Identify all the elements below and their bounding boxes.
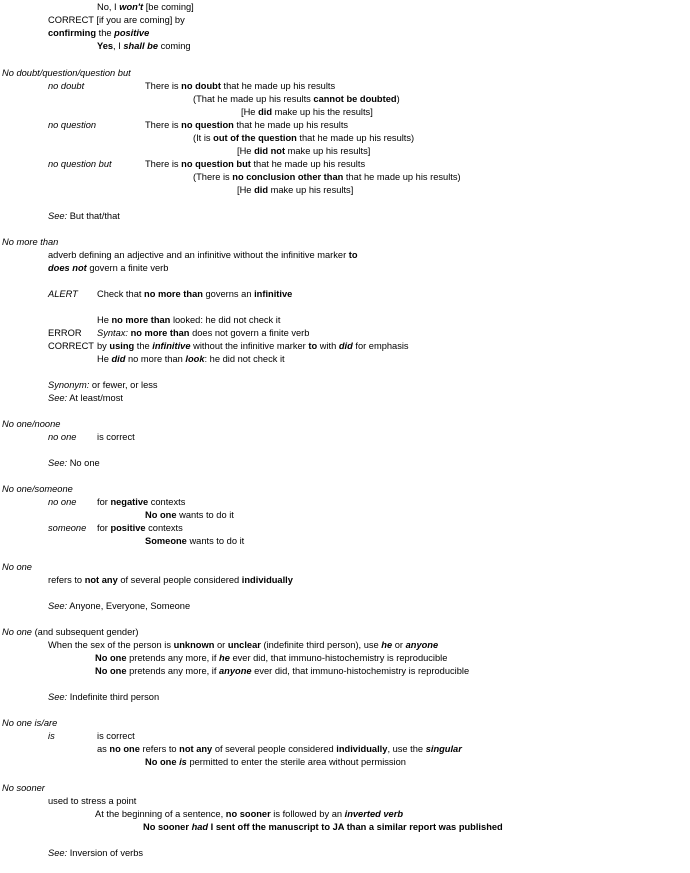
text-segment: that he made up his results [220,81,336,91]
text-segment: But that/that [67,211,120,221]
text-line [48,250,358,261]
text-line [97,523,183,534]
text-segment: no question [48,120,97,130]
text-segment: for [97,523,111,533]
text-segment: unknown [173,640,215,650]
text-segment: negative [110,497,149,507]
text-line [97,432,135,443]
text-segment: did not [254,146,286,156]
text-segment: no one [48,432,77,442]
text-line [48,263,168,274]
text-segment: he [381,640,393,650]
text-segment: , I [113,41,124,51]
text-segment: No sooner [2,783,45,793]
text-segment: not any [84,575,118,585]
text-line [145,757,406,768]
text-segment: No sooner [143,822,192,832]
text-line [48,328,82,339]
text-segment: that he made up his results [233,120,349,130]
text-segment: adverb defining an adjective and an infinitive without the infinitive marker [48,250,349,260]
text-segment: CORRECT [48,341,94,351]
text-segment: without the infinitive marker [190,341,309,351]
text-segment: See: [48,692,68,702]
text-segment: for [97,497,111,507]
text-line [48,432,76,443]
text-segment: ERROR [48,328,82,338]
text-line [145,120,348,131]
text-line [48,640,438,651]
text-line [143,822,503,833]
text-line [48,341,94,352]
text-segment [111,354,125,364]
text-segment: ALERT [48,289,78,299]
text-segment: is [48,731,55,741]
text-segment [185,354,204,364]
text-segment: won't [119,2,144,12]
text-segment: At least/most [67,393,123,403]
text-segment: See: [48,393,68,403]
text-segment: CORRECT [if you are coming] by [48,15,185,25]
text-line [241,107,373,118]
text-line [97,731,135,742]
text-segment [114,28,149,38]
text-segment: did [338,341,353,351]
text-segment: or [392,640,406,650]
text-segment: coming [158,41,191,51]
text-segment: Check that [97,289,145,299]
text-segment: no question but [181,159,251,169]
text-segment: no doubt [181,81,221,91]
text-line [97,315,280,326]
text-segment: contexts [148,497,186,507]
text-line [48,28,149,39]
text-segment: [He [237,146,255,156]
text-segment: no more than [130,328,190,338]
text-line [48,497,76,508]
text-segment: When the sex of the person is [48,640,174,650]
text-segment: refers to [139,744,180,754]
text-segment: contexts [145,523,183,533]
text-segment: pretends any more, if [126,666,220,676]
text-line [2,627,138,638]
text-segment: No one is/are [2,718,58,728]
text-line [48,159,112,170]
text-segment: no doubt [48,81,85,91]
text-line [97,341,409,352]
text-segment: refers to [48,575,85,585]
text-segment: ) [396,94,400,104]
text-line [2,718,57,729]
text-line [95,653,447,664]
text-segment: make up his results] [268,185,354,195]
text-segment: that he made up his results) [343,172,461,182]
text-segment: the [96,28,115,38]
text-segment: He [97,315,112,325]
text-line [193,94,400,105]
text-segment: that he made up his results [250,159,366,169]
text-line [97,2,194,13]
text-segment: No one/noone [2,419,61,429]
text-segment: individually [241,575,293,585]
text-segment: No, I [97,2,120,12]
text-segment: did [254,185,269,195]
text-line [48,289,78,300]
text-segment: (and subsequent gender) [31,627,139,637]
text-segment: is followed by an [270,809,345,819]
text-segment: positive [110,523,146,533]
text-segment: No one [2,562,32,572]
text-segment: does not govern a finite verb [189,328,310,338]
text-segment [123,41,158,51]
text-segment: No one [95,666,127,676]
text-segment: ever did, that immuno-histochemistry is reproducible [251,666,470,676]
text-segment: look [185,354,205,364]
text-segment: No one [145,757,180,767]
text-segment: with [317,341,339,351]
text-segment: There is [145,81,182,91]
text-line [97,744,462,755]
text-segment: No one [2,627,32,637]
text-segment: of several people considered [117,575,242,585]
text-segment: looked: he did not check it [170,315,281,325]
text-segment: No one/someone [2,484,73,494]
text-segment: [He [237,185,255,195]
text-line [97,289,292,300]
text-segment [219,653,230,663]
text-line [95,666,469,677]
text-line [2,484,73,495]
text-segment: not any [179,744,213,754]
text-segment: make up his the results] [272,107,373,117]
text-segment: He [97,354,112,364]
text-segment: Indefinite third person [67,692,160,702]
text-segment: no sooner [225,809,271,819]
text-segment [152,341,190,351]
text-line [97,328,309,339]
text-segment: did [111,354,126,364]
text-segment: to [348,250,358,260]
text-segment: No one [67,458,100,468]
text-segment: : he did not check it [204,354,285,364]
text-line [48,575,293,586]
text-segment: individually [336,744,388,754]
text-segment: Synonym: [48,380,90,390]
text-segment: anyone [405,640,439,650]
text-line [48,848,143,859]
text-segment: See: [48,848,68,858]
text-segment [381,640,392,650]
text-line [48,120,96,131]
text-line [145,510,234,521]
text-line [48,601,190,612]
text-segment: no more than [144,289,203,299]
text-segment: See: [48,601,68,611]
text-segment: anyone [219,666,252,676]
text-segment: no question but [48,159,112,169]
text-line [48,393,123,404]
text-segment: inverted verb [344,809,404,819]
text-line [145,81,335,92]
text-segment: that he made up his results) [296,133,415,143]
text-segment: ever did, that immuno-histochemistry is reproducible [229,653,448,663]
text-line [48,692,159,703]
text-segment: no conclusion other than [232,172,344,182]
text-segment: no more than [125,354,186,364]
text-line [48,731,55,742]
text-line [48,458,100,469]
text-segment: infinitive [254,289,293,299]
text-segment: (That he made up his results [193,94,314,104]
text-segment: pretends any more, if [126,653,220,663]
text-segment: [be coming] [143,2,194,12]
text-segment: (There is [193,172,233,182]
text-line [95,809,403,820]
text-segment [339,341,353,351]
text-segment: he [219,653,230,663]
text-segment: no question [181,120,234,130]
text-segment: unclear [227,640,261,650]
text-segment: No one [95,653,127,663]
text-segment [219,666,252,676]
text-line [145,536,244,547]
text-segment: Anyone, Everyone, Someone [67,601,191,611]
text-segment [48,263,87,273]
text-line [193,172,461,183]
text-segment: using [109,341,135,351]
text-segment: does not [48,263,87,273]
text-line [48,15,185,26]
text-line [2,68,131,79]
text-segment: used to stress a point [48,796,137,806]
text-segment: [He [241,107,259,117]
text-line [48,796,136,807]
text-line [97,41,191,52]
text-segment: Syntax: [97,328,129,338]
text-segment: or fewer, or less [89,380,158,390]
text-segment: infinitive [152,341,191,351]
text-line [2,562,32,573]
text-segment: , use the [387,744,426,754]
text-line [237,146,370,157]
text-segment: singular [425,744,462,754]
text-line [145,159,365,170]
text-segment: No doubt/question/question but [2,68,131,78]
text-segment: positive [114,28,150,38]
text-line [237,185,353,196]
text-segment [192,822,209,832]
text-segment: had [191,822,209,832]
text-segment: No more than [2,237,59,247]
text-segment: someone [48,523,87,533]
text-segment: No one [145,510,177,520]
text-segment: There is [145,120,182,130]
text-segment: Inversion of verbs [67,848,144,858]
text-segment: for emphasis [352,341,409,351]
text-segment: as [97,744,110,754]
text-line [48,81,84,92]
text-segment [179,757,187,767]
text-segment: or [214,640,228,650]
text-segment: There is [145,159,182,169]
text-segment: shall be [123,41,158,51]
text-segment: out of the question [213,133,297,143]
text-line [97,354,285,365]
text-line [48,523,86,534]
text-segment: to [308,341,318,351]
text-segment: (It is [193,133,214,143]
text-segment [119,2,143,12]
text-segment: (indefinite third person), use [260,640,382,650]
text-line [48,211,120,222]
text-segment: I sent off the manuscript to JA than a similar report was published [208,822,503,832]
text-segment [406,640,439,650]
text-segment: of several people considered [212,744,337,754]
text-segment: At the beginning of a sentence, [95,809,226,819]
text-segment [426,744,462,754]
text-line [97,497,185,508]
text-segment: See: [48,211,68,221]
text-segment: by [97,341,110,351]
text-segment: confirming [48,28,97,38]
text-segment: is [179,757,187,767]
text-segment: permitted to enter the sterile area without permission [186,757,406,767]
text-segment: See: [48,458,68,468]
text-segment: Yes [97,41,114,51]
text-segment: govern a finite verb [86,263,169,273]
text-line [2,237,58,248]
text-segment: did [258,107,273,117]
text-segment [345,809,403,819]
text-segment: Someone [145,536,187,546]
text-line [2,783,45,794]
text-segment: cannot be doubted [313,94,397,104]
text-segment: is correct [97,731,135,741]
text-segment: wants to do it [176,510,234,520]
text-segment: governs an [202,289,255,299]
text-segment: is correct [97,432,135,442]
text-line [2,419,60,430]
text-line [48,380,158,391]
text-segment: wants to do it [186,536,245,546]
text-segment: the [134,341,153,351]
text-segment: make up his results] [285,146,371,156]
text-segment: no more than [111,315,171,325]
text-segment: no one [48,497,77,507]
text-segment: no one [109,744,140,754]
text-line [193,133,414,144]
